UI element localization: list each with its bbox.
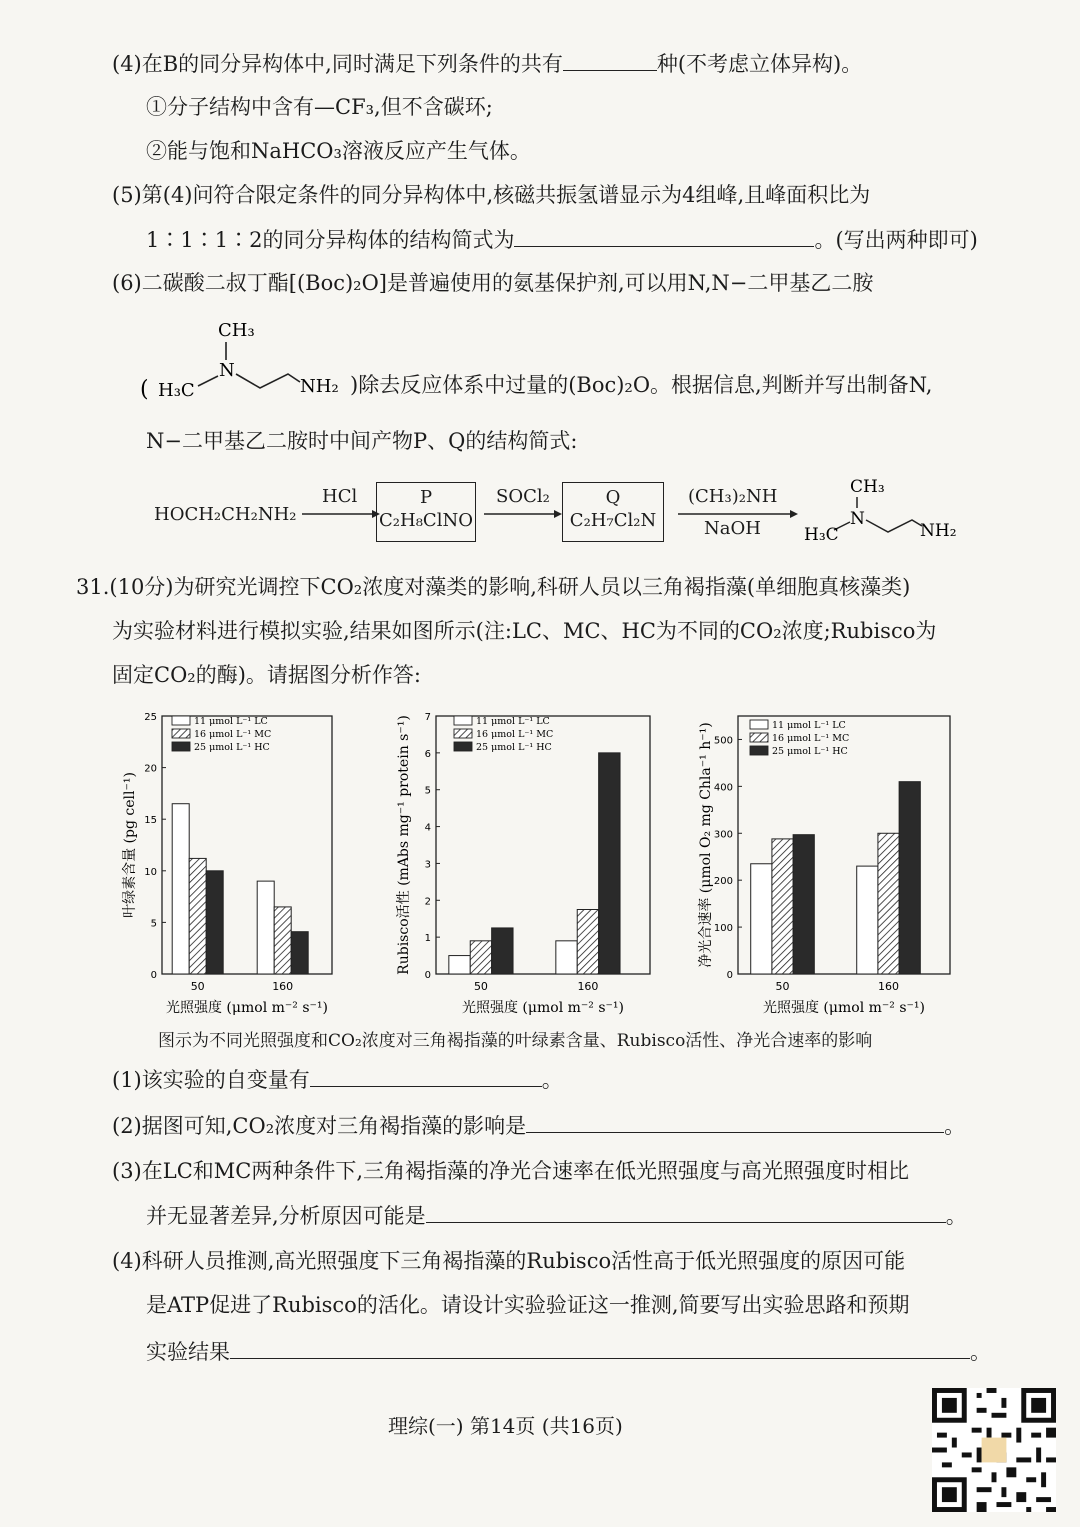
bar-mc xyxy=(470,941,491,974)
bar-hc xyxy=(206,871,223,974)
q31-sub4-line3 xyxy=(146,1336,991,1367)
y-tick-label: 15 xyxy=(144,815,157,827)
y-tick-label: 2 xyxy=(424,896,431,908)
y-tick-label: 20 xyxy=(144,763,157,775)
legend-label: 11 μmol L⁻¹ LC xyxy=(772,720,846,731)
q31-sub3-text: 并无显著差异,分析原因可能是 xyxy=(146,1204,426,1228)
inline-molecule-diamine xyxy=(140,312,360,408)
q4-condition-1: ①分子结构中含有—CF₃,但不含碳环; xyxy=(146,95,493,119)
q4-condition-2: ②能与饱和NaHCO₃溶液反应产生气体。 xyxy=(146,139,531,163)
intermediate-q-label: Q xyxy=(605,487,621,508)
y-axis-label: 净光合速率 (μmol O₂ mg Chla⁻¹ h⁻¹) xyxy=(698,722,714,968)
legend-label: 25 μmol L⁻¹ HC xyxy=(194,742,270,753)
intermediate-p-label: P xyxy=(419,487,433,508)
x-category-label: 160 xyxy=(577,980,599,993)
y-tick-label: 400 xyxy=(713,782,733,794)
q31-sub3-line2 xyxy=(146,1200,967,1231)
intermediate-q-formula: C₂H₇Cl₂N xyxy=(569,510,657,531)
y-tick-label: 4 xyxy=(424,822,431,834)
q31-sub2-answer-blank[interactable] xyxy=(526,1110,944,1133)
q31-sub4-tail: 。 xyxy=(970,1340,991,1364)
qr-code-icon xyxy=(932,1388,1056,1512)
q5-answer-blank[interactable] xyxy=(514,224,814,247)
y-tick-label: 200 xyxy=(713,876,733,888)
legend-label: 16 μmol L⁻¹ MC xyxy=(194,729,272,740)
y-tick-label: 25 xyxy=(144,712,157,723)
legend-swatch xyxy=(172,716,190,725)
chart-chlorophyll xyxy=(110,700,342,1025)
legend-swatch xyxy=(172,742,190,751)
y-tick-label: 0 xyxy=(424,970,431,981)
q5-line2-text: 1∶1∶1∶2的同分异构体的结构简式为 xyxy=(146,228,515,252)
legend-label: 25 μmol L⁻¹ HC xyxy=(476,742,552,753)
q31-sub3-tail: 。 xyxy=(945,1204,967,1228)
y-tick-label: 6 xyxy=(424,748,431,760)
scheme-reagent-naoh: NaOH xyxy=(704,518,761,539)
bar-hc xyxy=(291,932,308,974)
q4-stem-text: (4)在B的同分异构体中,同时满足下列条件的共有 xyxy=(112,52,563,76)
q6-line2: )除去反应体系中过量的(Boc)₂O。根据信息,判断并写出制备N, xyxy=(350,373,933,397)
q31-sub1-text: (1)该实验的自变量有 xyxy=(112,1068,310,1092)
molecule-h3c-label: H₃C xyxy=(158,380,195,401)
legend-swatch xyxy=(454,716,472,725)
molecule-ch3-label: CH₃ xyxy=(218,320,255,341)
y-tick-label: 10 xyxy=(144,866,157,878)
legend-swatch xyxy=(750,733,768,742)
page-footer: 理综(一) 第14页 (共16页) xyxy=(388,1414,623,1438)
x-category-label: 160 xyxy=(878,980,900,993)
q31-sub1-tail: 。 xyxy=(541,1068,563,1092)
q5-line2-tail: 。(写出两种即可) xyxy=(814,228,978,252)
bar-hc xyxy=(899,782,920,974)
q31-sub4-line1: (4)科研人员推测,高光照强度下三角褐指藻的Rubisco活性高于低光照强度的原因可能 xyxy=(112,1249,906,1273)
y-tick-label: 300 xyxy=(713,829,733,841)
bar-lc xyxy=(257,881,274,974)
legend-swatch xyxy=(454,729,472,738)
q6-line3: N−二甲基乙二胺时中间产物P、Q的结构简式: xyxy=(146,429,578,453)
x-axis-label: 光照强度 (μmol m⁻² s⁻¹) xyxy=(165,1000,329,1016)
bar-mc xyxy=(274,907,291,974)
q31-line3: 固定CO₂的酶)。请据图分析作答: xyxy=(112,663,421,687)
q31-line2: 为实验材料进行模拟实验,结果如图所示(注:LC、MC、HC为不同的CO₂浓度;Rubisco为 xyxy=(112,619,937,643)
legend-swatch xyxy=(750,746,768,755)
legend-swatch xyxy=(454,742,472,751)
legend-label: 16 μmol L⁻¹ MC xyxy=(476,729,554,740)
molecule-nh2-label: NH₂ xyxy=(300,376,339,397)
scheme-reagent-hcl: HCl xyxy=(322,486,358,507)
q5-line2 xyxy=(146,224,978,255)
legend-swatch xyxy=(172,729,190,738)
bar-lc xyxy=(449,956,470,974)
y-axis-label: 叶绿素含量 (pg cell⁻¹) xyxy=(122,772,138,918)
intermediate-q-box[interactable] xyxy=(562,482,664,542)
bar-lc xyxy=(751,864,772,974)
molecule-open-paren: ( xyxy=(140,377,149,402)
y-axis-label: Rubisco活性 (mAbs mg⁻¹ protein s⁻¹) xyxy=(396,715,412,975)
product-n-label: N xyxy=(850,509,865,529)
bar-hc xyxy=(492,928,513,974)
y-tick-label: 500 xyxy=(713,735,733,747)
legend-label: 11 μmol L⁻¹ LC xyxy=(476,716,550,727)
bar-mc xyxy=(189,858,206,974)
y-tick-label: 5 xyxy=(150,918,157,930)
q31-sub4-text: 实验结果 xyxy=(146,1340,230,1364)
q31-line1: 31.(10分)为研究光调控下CO₂浓度对藻类的影响,科研人员以三角褐指藻(单细胞真核藻类) xyxy=(76,575,911,599)
y-tick-label: 7 xyxy=(424,712,431,723)
chart-rubisco xyxy=(390,700,660,1025)
product-nh2-label: NH₂ xyxy=(920,521,957,541)
x-category-label: 50 xyxy=(473,980,488,993)
legend-label: 25 μmol L⁻¹ HC xyxy=(772,746,848,757)
y-tick-label: 100 xyxy=(713,923,733,935)
y-tick-label: 1 xyxy=(424,933,431,945)
scheme-reagent-socl2: SOCl₂ xyxy=(496,486,550,507)
x-category-label: 50 xyxy=(775,980,790,993)
y-tick-label: 0 xyxy=(726,970,733,981)
chart-net-photosynthesis xyxy=(688,700,958,1025)
bar-mc xyxy=(577,910,598,975)
bar-lc xyxy=(556,941,577,974)
q4-answer-blank[interactable] xyxy=(563,48,657,71)
q4-stem xyxy=(112,48,862,79)
bar-lc xyxy=(857,866,878,974)
q31-sub3-line1: (3)在LC和MC两种条件下,三角褐指藻的净光合速率在低光照强度与高光照强度时相比 xyxy=(112,1159,910,1183)
bar-hc xyxy=(599,753,620,974)
molecule-n-label: N xyxy=(219,360,235,381)
q6-line1: (6)二碳酸二叔丁酯[(Boc)₂O]是普遍使用的氨基保护剂,可以用N,N−二甲基乙二胺 xyxy=(112,271,874,295)
scheme-start-material: HOCH₂CH₂NH₂ xyxy=(154,504,297,525)
x-axis-label: 光照强度 (μmol m⁻² s⁻¹) xyxy=(461,1000,625,1016)
y-tick-label: 0 xyxy=(150,970,157,981)
q31-sub2-tail: 。 xyxy=(944,1114,966,1138)
q31-sub2-text: (2)据图可知,CO₂浓度对三角褐指藻的影响是 xyxy=(112,1114,527,1138)
product-ch3-label: CH₃ xyxy=(850,477,885,497)
q31-sub4-answer-blank[interactable] xyxy=(230,1336,970,1359)
legend-label: 11 μmol L⁻¹ LC xyxy=(194,716,268,727)
q31-sub3-answer-blank[interactable] xyxy=(426,1200,946,1223)
product-h3c-label: H₃C xyxy=(804,525,839,545)
q31-sub1-answer-blank[interactable] xyxy=(310,1064,542,1087)
x-category-label: 50 xyxy=(190,980,205,993)
figure-caption: 图示为不同光照强度和CO₂浓度对三角褐指藻的叶绿素含量、Rubisco活性、净光合速率的影响 xyxy=(158,1031,873,1051)
q5-line1: (5)第(4)问符合限定条件的同分异构体中,核磁共振氢谱显示为4组峰,且峰面积比为 xyxy=(112,183,871,207)
legend-swatch xyxy=(750,720,768,729)
y-tick-label: 5 xyxy=(424,785,431,797)
bar-hc xyxy=(793,835,814,974)
q4-stem-tail: 种(不考虑立体异构)。 xyxy=(656,52,863,76)
intermediate-p-box[interactable] xyxy=(376,482,476,542)
y-tick-label: 3 xyxy=(424,859,431,871)
q31-sub2 xyxy=(112,1110,965,1141)
intermediate-p-formula: C₂H₈ClNO xyxy=(379,510,473,531)
legend-label: 16 μmol L⁻¹ MC xyxy=(772,733,850,744)
x-axis-label: 光照强度 (μmol m⁻² s⁻¹) xyxy=(762,1000,926,1016)
q31-sub1 xyxy=(112,1064,563,1095)
bar-lc xyxy=(172,804,189,974)
scheme-reagent-dimethylamine: (CH₃)₂NH xyxy=(688,486,778,507)
q31-sub4-line2: 是ATP促进了Rubisco的活化。请设计实验验证这一推测,简要写出实验思路和预期 xyxy=(146,1293,910,1317)
scheme-product-molecule xyxy=(800,470,970,550)
bar-mc xyxy=(878,833,899,974)
bar-mc xyxy=(772,839,793,974)
x-category-label: 160 xyxy=(272,980,294,993)
